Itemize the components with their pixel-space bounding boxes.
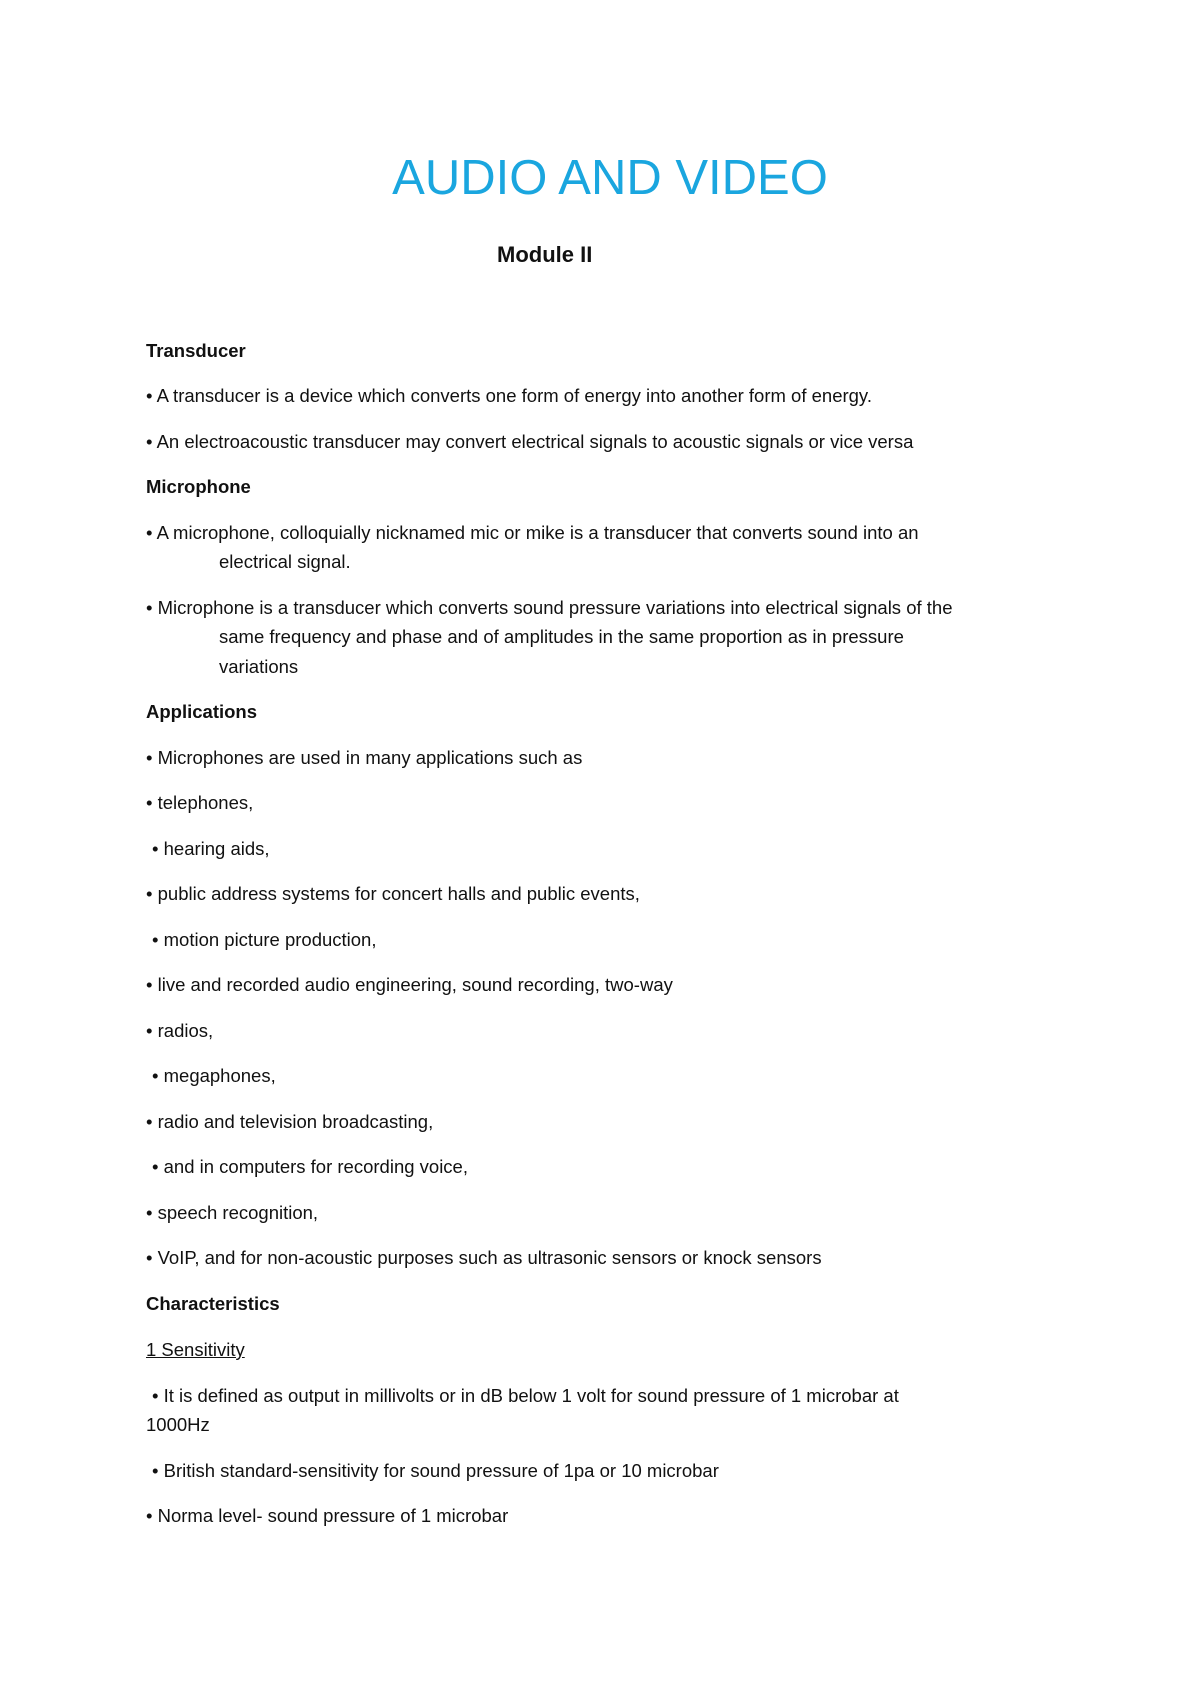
list-item: • megaphones, xyxy=(152,1065,276,1086)
section-heading-applications: Applications xyxy=(146,701,258,722)
transducer-bullet-2: • An electroacoustic transducer may convert electrical signals to acoustic signals or vice versa xyxy=(146,431,914,452)
section-heading-characteristics: Characteristics xyxy=(146,1293,280,1314)
subheading-sensitivity: 1 Sensitivity xyxy=(146,1339,245,1360)
list-item: • Microphones are used in many applications such as xyxy=(146,747,583,768)
microphone-bullet-2-line-2: same frequency and phase and of amplitudes in the same proportion as in pressure xyxy=(219,626,904,647)
list-item: • public address systems for concert halls and public events, xyxy=(146,883,640,904)
list-item: • VoIP, and for non-acoustic purposes such as ultrasonic sensors or knock sensors xyxy=(146,1247,822,1268)
list-item: • radios, xyxy=(146,1020,214,1041)
sensitivity-bullet-1-line-1: • It is defined as output in millivolts or in dB below 1 volt for sound pressure of 1 microbar at xyxy=(152,1385,899,1406)
list-item: • motion picture production, xyxy=(152,929,377,950)
transducer-bullet-1: • A transducer is a device which converts one form of energy into another form of energy. xyxy=(146,385,872,406)
microphone-bullet-1-line-1: • A microphone, colloquially nicknamed mic or mike is a transducer that converts sound into an xyxy=(146,522,919,543)
microphone-bullet-2-line-3: variations xyxy=(219,656,299,677)
microphone-bullet-2-line-1: • Microphone is a transducer which converts sound pressure variations into electrical signals of the xyxy=(146,597,953,618)
document-subtitle: Module II xyxy=(497,242,593,267)
list-item: • and in computers for recording voice, xyxy=(152,1156,468,1177)
microphone-bullet-1-line-2: electrical signal. xyxy=(219,551,351,572)
section-heading-microphone: Microphone xyxy=(146,476,251,497)
list-item: • telephones, xyxy=(146,792,254,813)
sensitivity-bullet-1-line-2: 1000Hz xyxy=(146,1414,210,1435)
sensitivity-bullet-2: • British standard-sensitivity for sound pressure of 1pa or 10 microbar xyxy=(152,1460,719,1481)
list-item: • live and recorded audio engineering, sound recording, two-way xyxy=(146,974,673,995)
list-item: • radio and television broadcasting, xyxy=(146,1111,434,1132)
document-title: AUDIO AND VIDEO xyxy=(392,151,828,205)
sensitivity-bullet-3: • Norma level- sound pressure of 1 microbar xyxy=(146,1505,509,1526)
list-item: • hearing aids, xyxy=(152,838,270,859)
list-item: • speech recognition, xyxy=(146,1202,319,1223)
section-heading-transducer: Transducer xyxy=(146,340,246,361)
